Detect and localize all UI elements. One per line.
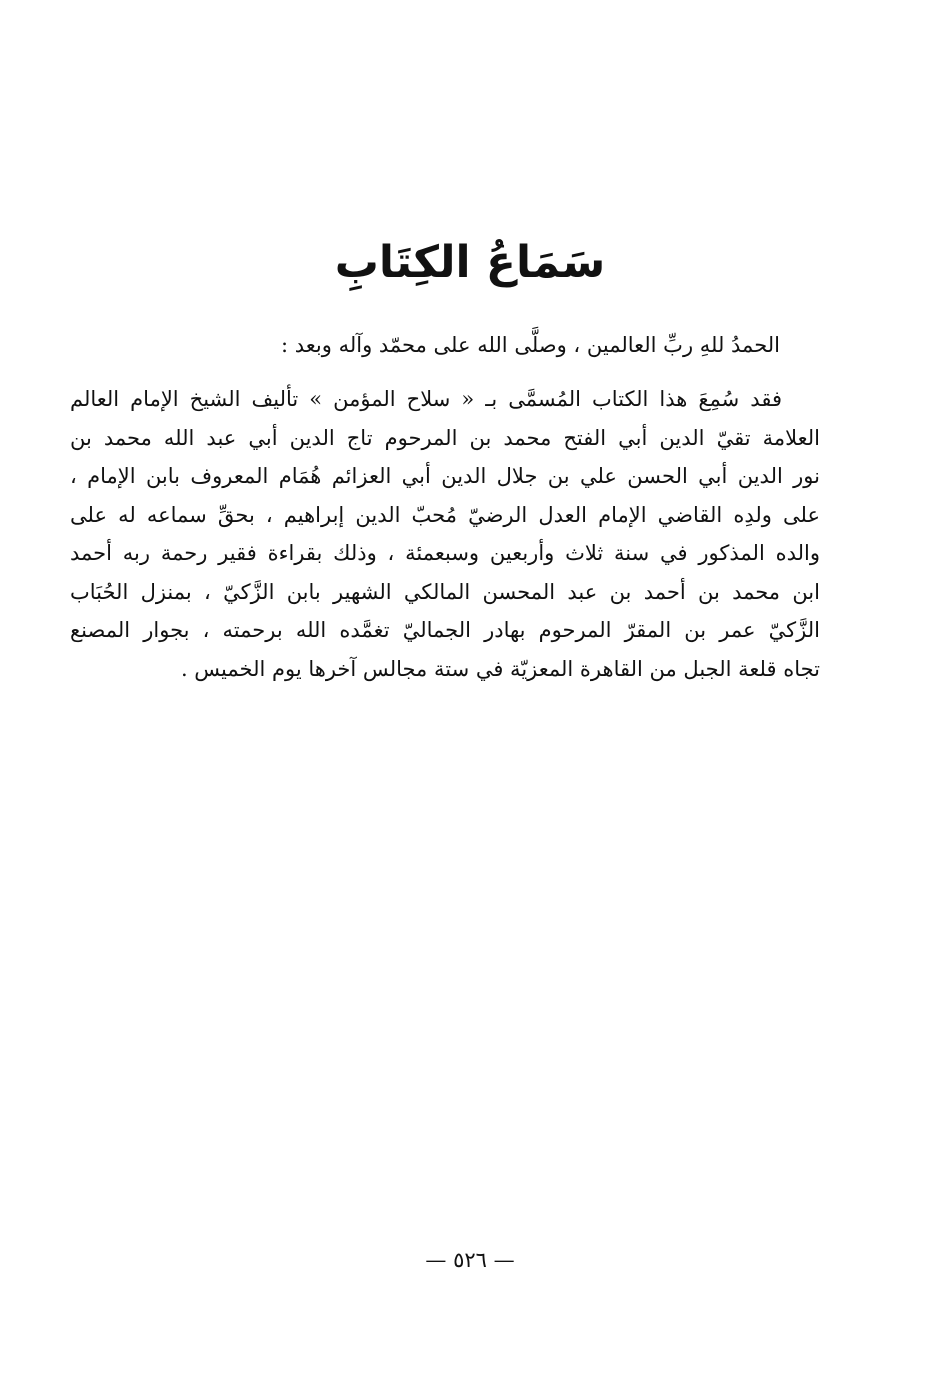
text-line: على ولدِه القاضي الإمام العدل الرضيّ مُحبّ الدين إبراهيم ، بحقِّ سماعه له على (70, 502, 820, 527)
text-line: والده المذكور في سنة ثلاث وأربعين وسبعمئة ، وذلك بقراءة فقير رحمة ربه أحمد (70, 541, 820, 565)
page-title: سَمَاعُ الكِتَابِ (334, 237, 606, 288)
text-line: ابن محمد بن أحمد بن عبد المحسن المالكي الشهير بابن الزَّكيّ ، بمنزل الحُبَاب (70, 579, 820, 604)
body-paragraph (70, 380, 820, 688)
intro-line: الحمدُ للهِ ربِّ العالمين ، وصلَّى الله على محمّد وآله وبعد : (281, 333, 780, 357)
text-line: الزَّكيّ عمر بن المقرّ المرحوم بهادر الجماليّ تغمَّده الله برحمته ، بجوار المصنع (70, 618, 820, 642)
text-line: نور الدين أبي الحسن علي بن جلال الدين أبي العزائم هُمَام المعروف بابن الإمام ، (70, 464, 820, 488)
text-line: العلامة تقيّ الدين أبي الفتح محمد بن المرحوم تاج الدين أبي عبد الله محمد بن (70, 425, 820, 450)
text-line: تجاه قلعة الجبل من القاهرة المعزيّة في ستة مجالس آخرها يوم الخميس . (180, 656, 820, 681)
text-line: فقد سُمِعَ هذا الكتاب المُسمَّى بـ « سلاح المؤمن » تأليف الشيخ الإمام العالم (70, 387, 782, 411)
page-number: — ٥٢٦ — (425, 1248, 515, 1272)
